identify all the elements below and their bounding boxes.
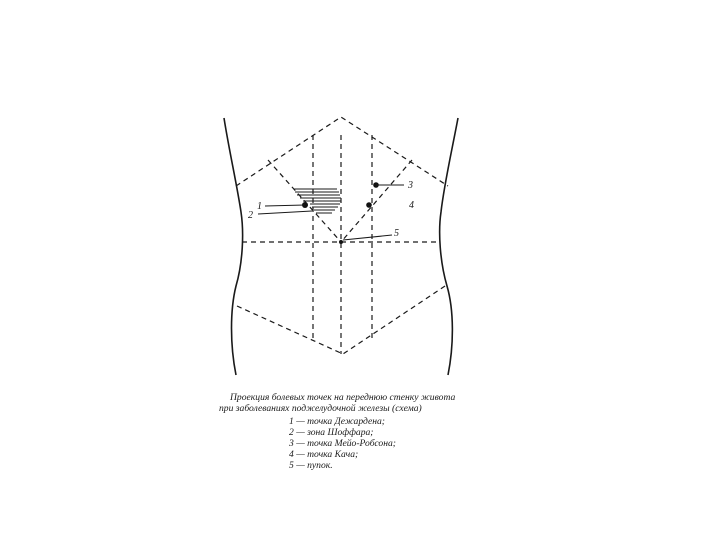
leader-line-5: [343, 235, 392, 240]
caption-title-line-2: при заболеваниях поджелудочной железы (схема): [219, 403, 422, 414]
caption-legend-item: 5 — пупок.: [289, 460, 333, 471]
umbilicus-marker: [339, 240, 343, 244]
point-label-2: 2: [248, 210, 253, 221]
diagonal-line-right: [341, 160, 412, 242]
caption-legend-item: 1 — точка Дежардена;: [289, 416, 385, 427]
torso-right-contour: [440, 118, 458, 375]
chauffard-zone-hatching: [294, 189, 341, 213]
point-label-3: 3: [408, 180, 413, 191]
leader-line-2: [258, 211, 312, 214]
point-label-1: 1: [257, 201, 262, 212]
caption-legend-item: 4 — точка Кача;: [289, 449, 359, 460]
point-label-4: 4: [409, 200, 414, 211]
torso-left-contour: [224, 118, 243, 375]
caption-legend-item: 2 — зона Шоффара;: [289, 427, 374, 438]
kach-point-marker: [366, 202, 372, 208]
caption-legend-item: 3 — точка Мейо-Робсона;: [289, 438, 396, 449]
leader-line-1: [265, 205, 305, 206]
point-label-5: 5: [394, 228, 399, 239]
caption-title-line-1: Проекция болевых точек на переднюю стенку живота: [230, 392, 456, 403]
hypogastric-diamond-line: [237, 284, 448, 354]
epigastric-diamond-line: [236, 117, 448, 186]
